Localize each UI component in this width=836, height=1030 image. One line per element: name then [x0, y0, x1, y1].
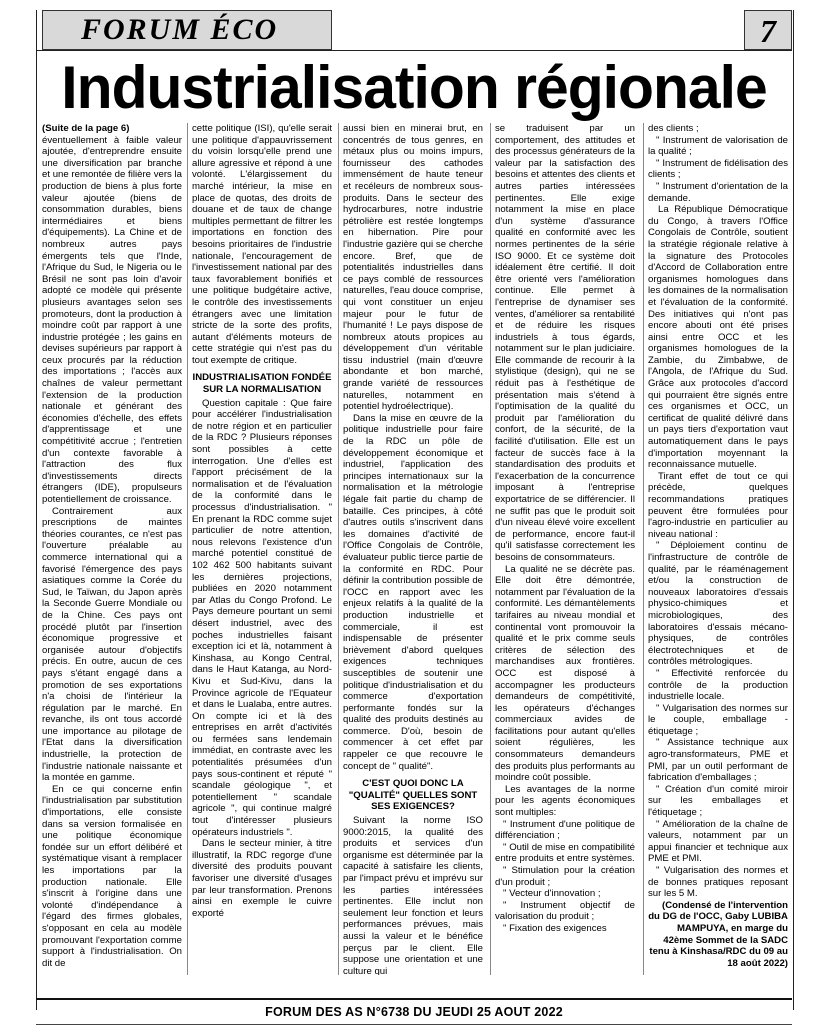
paragraph: Question capitale : Que faire pour accélérer l'industrialisation de notre région et en particulier de la RDC ? Plusieurs réponses sont possibles à cette interrogation. Une d'elles est l'apport précisément de la normalisation et de l'évaluation de la conformité dans le processus d'industrialisation. " En prenant la RDC comme sujet particulier de notre attention, nous relevons l'existence d'un marché potentiel constitué de 102 462 500 habitants suivant les dernières projections, publiées en 2020 notamment par Atlas du Congo Profond. Le Pays demeure pourtant un semi désert industriel, avec des poches industrielles faisant exception ici et là, notamment à Kinshasa, au Kongo Central, dans le Haut Katanga, au Nord-Kivu et Sud-Kivu, dans la Province agricole de l'Equateur et dans le Lualaba, entre autres. On compte ici et là des entreprises en arrêt d'activités ou fermées sans lendemain immédiat, en contraste avec les potentialités présumées d'un pays sous-continent et réputé " scandale géologique ", et potentiellement " scandale agricole ", qui continue malgré tout d'intéresser plusieurs opérateurs industriels ". [192, 397, 332, 838]
page-headline: Industrialisation régionale [61, 54, 767, 121]
column-divider [187, 123, 188, 975]
paragraph: cette politique (ISI), qu'elle serait une politique d'appauvrissement du voisin lorsqu'elle prend une allure agressive et répond à une volonté. L'élargissement du marché intérieur, la mise en place de quotas, des droits de douane et de taux de change multiples permettant de filtrer les importations en fonction des besoins prioritaires de l'industrie nationale, l'encouragement de l'investissement national par des taux favorablement bonifiés et une politique budgétaire active, le contrôle des investissements étrangers avec une limitation stricte de la sorte des profits, autant d'éléments moteurs de cette stratégie qui n'est pas du tout exempte de critique. [192, 123, 332, 366]
bullet-item: " Instrument de valorisation de la qualité ; [648, 134, 788, 158]
paragraph: En ce qui concerne enfin l'industrialisation par substitution d'importations, elle consiste dans sa version formalisée en une politique économique fondée sur un effort délibéré et systématique visant à remplacer les importations par la production nationale. Elle s'inscrit à l'origine dans une volonté d'indépendance à l'égard des firmes globales, s'opposant en cela au modèle promouvant l'exportation comme support à l'industrialisation. On dit de [42, 783, 182, 969]
continuation-note: (Suite de la page 6) [42, 123, 130, 134]
paragraph: Les avantages de la norme pour les agents économiques sont multiples: [495, 783, 635, 819]
article-column-1 [42, 123, 182, 975]
bullet-item: " Assistance technique aux agro-transformateurs, PME et PMI, par un outil performant de fabrication d'emballages ; [648, 737, 788, 784]
signature-note: (Condensé de l'intervention du DG de l'OCC, Gaby LUBIBA MAMPUYA, en marge du 42ème Sommet de la SADC tenu à Kinshasa/RDC du 09 au 18 août 2022) [648, 899, 788, 969]
paragraph: Tirant effet de tout ce qui précède, quelques recommandations pratiques peuvent être formulées pour l'agro-industrie en particulier au niveau national : [648, 470, 788, 540]
bullet-item: " Vecteur d'innovation ; [503, 888, 601, 900]
paragraph: éventuellement à faible valeur ajoutée, d'entreprendre ensuite une diversification par branche et une remontée de filière vers la production de biens à plus forte valeur ajoutée (biens de consommation durables, biens intermédiaires et biens d'équipements). La Chine et de nombreux autres pays émergents tels que l'Inde, l'Afrique du Sud, le Nigeria ou le Brésil ne sont pas loin d'avoir adopté ce modèle qui présente plusieurs avantages selon ses promoteurs, dont la production à moindre coût par rapport à une industrie protégée ; les gains en devises supérieurs par rapport à ceux procurés par la réduction des importations ; l'accès aux chaînes de valeur permettant l'extension de la production nationale et générant des économies d'échelle, des effets d'apprentissage et une compétitivité accrue ; l'entretien d'un contexte favorable à l'attraction des flux d'investissements directs étrangers (IDE), propulseurs potentiellement de croissance. [42, 134, 182, 505]
column-divider [338, 123, 339, 975]
bullet-item: " Outil de mise en compatibilité entre produits et entre systèmes. [495, 841, 635, 865]
bullet-item: " Vulgarisation des normes sur le couple, emballage - étiquetage ; [648, 702, 788, 737]
paragraph: Suivant la norme ISO 9000:2015, la qualité des produits et services d'un organisme est déterminée par la capacité à satisfaire les clients, par l'impact prévu et imprévu sur les parties intéressées pertinentes. Elle inclut non seulement leur fonction et leurs performances prévues, mais aussi la valeur et le bénéfice perçus par le client. Elle suppose une orientation et une culture qui [343, 815, 483, 975]
publication-name: FORUM ÉCO [81, 13, 279, 46]
paragraph: Contrairement aux prescriptions de maintes théories courantes, ce n'est pas l'ouverture préalable au commerce international qui a favorisé l'émergence des pays asiatiques comme la Corée du Sud, le Taïwan, du Japon après la Seconde Guerre Mondiale ou de la Chine. Ces pays ont procédé plutôt par l'insertion économique progressive et organisée autour d'objectifs précis. En outre, aucun de ces pays s'étant engagé dans a promotion de ses exportations n'a choisi de l'intérieur la régulation par le marché. En revanche, ils ont tous accordé une importance au pilotage de l'Etat dans la diversification industrielle, la protection de l'industrie nationale naissante et la montée en gamme. [42, 505, 182, 784]
bullet-item: " Vulgarisation des normes et de bonnes pratiques reposant sur les 5 M. [648, 865, 788, 900]
bullet-item: " Stimulation pour la création d'un produit ; [495, 865, 635, 888]
article-column-4 [495, 123, 635, 975]
article-column-2 [192, 123, 332, 975]
paragraph: Dans le secteur minier, à titre illustratif, la RDC regorge d'une diversité des produits pouvant favoriser une diversité d'usages par leur transformation. Prenons ainsi en exemple le cuivre exporté [192, 838, 332, 919]
issue-footer: FORUM DES AS N°6738 DU JEUDI 25 AOUT 2022 [265, 1005, 563, 1019]
article-column-5 [648, 123, 788, 975]
bullet-item: " Effectivité renforcée du contrôle de la production industrielle locale. [648, 667, 788, 703]
bullet-item: " Instrument d'une politique de différenciation ; [495, 818, 635, 842]
bullet-item: " Fixation des exigences [503, 922, 607, 934]
page-number: 7 [744, 10, 792, 50]
page-bottom-rule [36, 1024, 792, 1025]
paragraph: des clients ; [648, 123, 699, 134]
subheading: INDUSTRIALISATION FONDÉE SUR LA NORMALISATION [192, 372, 332, 396]
article-column-3 [343, 123, 483, 975]
publication-banner [42, 10, 332, 50]
paragraph: aussi bien en minerai brut, en concentrés de tous genres, en métaux plus ou moins impurs, fournisseur des cathodes immensément de haute teneur et recéleurs de nombreux sous-produits. Dans le secteur des hydrocarbures, notre industrie pétrolière est restée longtemps en hibernation. Pire pour l'industrie gazière qui se cherche encore. Bref, que de potentialités industrielles dans ce pays comblé de ressources naturelles, l'eau douce comprise, qui vont constituer un enjeu majeur pour le futur de l'humanité ! Le pays dispose de nombreux atouts propices au développement d'un véritable tissu industriel (main d'œuvre abondante et bon marché, grande variété de ressources naturelles, notamment en potentiel hydroélectrique). [343, 123, 483, 413]
article-body [42, 123, 788, 975]
bullet-item: " Création d'un comité miroir sur les emballages et l'étiquetage ; [648, 783, 788, 819]
bullet-item: " Amélioration de la chaîne de valeurs, notamment par un appui financier et technique aux PME et PMI. [648, 818, 788, 865]
bullet-item: " Instrument de fidélisation des clients ; [648, 157, 788, 181]
bullet-item: " Déploiement continu de l'infrastructure de contrôle de qualité, par le réaménagement et/ou la construction de nouveaux laboratoires d'essais physico-chimiques et microbiologiques, des laboratoires d'essais mécano-physiques, de contrôles électrotechniques et de contrôles métrologiques. [648, 540, 788, 668]
paragraph: se traduisent par un comportement, des attitudes et des processus générateurs de la valeur par la satisfaction des besoins et attentes des clients et autres parties intéressées pertinentes. Elle exige notamment la mise en place d'un système d'assurance qualité en conformité avec les normes pertinentes de la série ISO 9000. Et ce système doit idéalement être certifié. Il doit être orienté vers l'amélioration continue. Elle permet à l'entreprise de dynamiser ses ventes, d'améliorer sa rentabilité et de réduire les risques industriels à tous égards, notamment sur le plan judiciaire. Elle commande de recourir à la stylistique (design), qui ne se réduit pas à l'esthétique de présentation mais s'étend à l'optimisation de la qualité du produit par l'amélioration du confort, de la sécurité, de la facilité d'utilisation. Elle est un facteur de succès face à la standardisation des produits et l'exacerbation de la concurrence imposant à l'entreprise exportatrice de se différencier. Il ne suffit pas que le produit soit d'un niveau élevé voire excellent de performance, encore faut-il qu'il satisfasse correctement les besoins de consommateurs. [495, 123, 635, 563]
header-rule [36, 50, 792, 51]
subheading: C'EST QUOI DONC LA "QUALITÉ" QUELLES SONT SES EXIGENCES? [348, 778, 478, 813]
bullet-item: " Instrument d'orientation de la demande. [648, 180, 788, 204]
paragraph: La République Démocratique du Congo, à travers l'Office Congolais de Contrôle, soutient la stratégie régionale relative à la signature des Protocoles d'Accord de Collaboration entre organismes homologues dans les domaines de la normalisation et l'évaluation de la conformité. Des initiatives qui n'ont pas encore abouti ont été prises ainsi entre OCC et les organismes homologues de la Zambie, du Zimbabwe, de l'Angola, de l'Afrique du Sud. Grâce aux protocoles d'accord qui pourraient être signés entre ces organismes et OCC, un certificat de qualité délivré dans un pays tiers d'exportation vaut automatiquement dans le pays d'importation moyennant la reconnaissance mutuelle. [648, 204, 788, 471]
footer-rule [36, 998, 792, 1000]
paragraph: La qualité ne se décrète pas. Elle doit être démontrée, notamment par l'évaluation de la conformité. Les démantèlements tarifaires au niveau mondial et continental vont promouvoir la qualité et le prix comme seuls critères de sélection des marchandises aux frontières. OCC est disposé à accompagner les producteurs demandeurs de compétitivité, les opérateurs d'échanges commerciaux avides de facilitations pour autant qu'elles soient régulières, les consommateurs demandeurs des produits plus performants au moindre coût possible. [495, 563, 635, 784]
bullet-item: " Instrument objectif de valorisation du produit ; [495, 899, 635, 923]
paragraph: Dans la mise en œuvre de la politique industrielle pour faire de la RDC un pôle de développement économique et industriel, l'application des principes internationaux sur la normalisation et la métrologie légale fait partie du champ de bataille. Ces principes, à côté d'autres outils s'inscrivent dans les domaines d'activité de l'Office Congolais de Contrôle, évaluateur public tierce partie de la conformité en RDC. Pour définir la contribution possible de l'OCC en rapport avec les enjeux relatifs à la qualité de la production industrielle et commerciale, il est indispensable de présenter brièvement d'abord quelques exigences techniques susceptibles de soutenir une politique d'industrialisation et du commerce d'exportation performante fondés sur la qualité des produits destinés au commerce. D'où, besoin de commencer à cet effet par rappeler ce que recouvre le concept de " qualité". [343, 412, 483, 772]
column-divider [643, 123, 644, 975]
column-divider [490, 123, 491, 975]
